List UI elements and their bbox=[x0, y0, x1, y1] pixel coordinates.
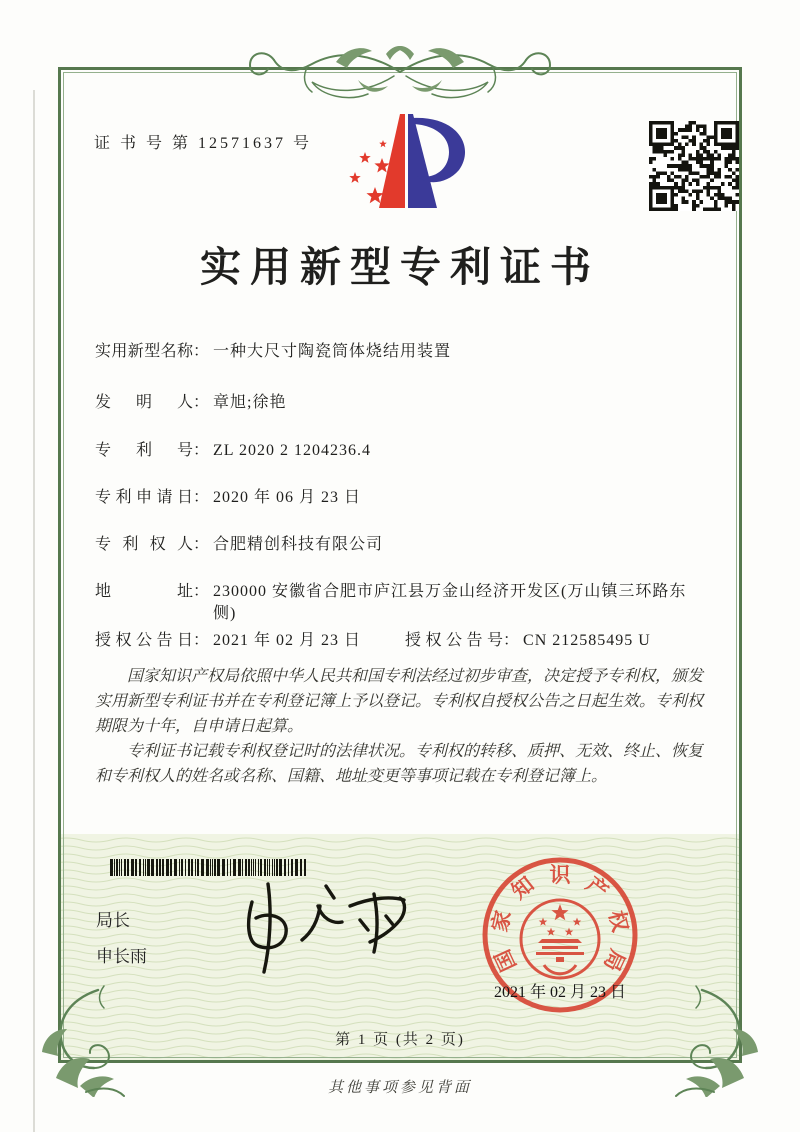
svg-text:知: 知 bbox=[507, 871, 539, 904]
certificate-title: 实用新型专利证书 bbox=[200, 244, 600, 290]
svg-text:产: 产 bbox=[581, 871, 613, 904]
top-flourish-ornament bbox=[238, 40, 562, 104]
commissioner-signature bbox=[222, 872, 412, 987]
field-pair-grant-no bbox=[405, 630, 651, 652]
field-value: 230000 安徽省合肥市庐江县万金山经济开发区(万山镇三环路东侧) bbox=[213, 583, 687, 622]
colon: ： bbox=[193, 394, 210, 411]
svg-text:家: 家 bbox=[487, 908, 516, 935]
official-seal bbox=[477, 852, 643, 1018]
field-label: 发明人 bbox=[95, 394, 193, 411]
field-row-inventors bbox=[95, 392, 735, 414]
field-row-name bbox=[95, 341, 735, 363]
field-value: CN 212585495 U bbox=[523, 632, 651, 649]
svg-text:局: 局 bbox=[599, 945, 630, 975]
field-row-patent-no bbox=[95, 440, 735, 462]
field-label: 专利申请日 bbox=[95, 489, 193, 506]
field-label: 实用新型名称 bbox=[95, 343, 193, 360]
svg-text:识: 识 bbox=[549, 863, 571, 887]
field-value: 一种大尺寸陶瓷筒体烧结用装置 bbox=[213, 343, 452, 360]
field-row-filing-date bbox=[95, 487, 735, 509]
colon: ： bbox=[193, 442, 210, 459]
field-label: 专利号 bbox=[95, 442, 193, 459]
svg-text:权: 权 bbox=[604, 908, 633, 935]
field-value: 章旭;徐艳 bbox=[213, 394, 287, 411]
qr-code bbox=[649, 121, 739, 211]
colon: ： bbox=[193, 536, 210, 553]
back-side-note: 其他事项参见背面 bbox=[327, 1080, 472, 1096]
page-number: 第 1 页 (共 2 页) bbox=[335, 1032, 465, 1048]
field-value: ZL 2020 2 1204236.4 bbox=[213, 442, 371, 459]
cnipa-logo-icon bbox=[333, 108, 478, 216]
legal-text bbox=[95, 664, 711, 789]
colon: ： bbox=[193, 632, 210, 649]
legal-paragraph-2: 专利证书记载专利权登记时的法律状况。专利权的转移、质押、无效、终止、恢复和专利权人的姓名或名称、国籍、地址变更等事项记载在专利登记簿上。 bbox=[95, 743, 704, 785]
field-label: 专利权人 bbox=[95, 536, 193, 553]
field-value: 合肥精创科技有限公司 bbox=[213, 536, 384, 553]
certificate-number: 证 书 号 第 12571637 号 bbox=[94, 135, 313, 152]
field-value: 2021 年 02 月 23 日 bbox=[213, 632, 362, 649]
seal-date: 2021 年 02 月 23 日 bbox=[493, 984, 627, 1001]
field-label: 授权公告号 bbox=[405, 632, 503, 649]
colon: ： bbox=[503, 632, 520, 649]
legal-paragraph-1: 国家知识产权局依照中华人民共和国专利法经过初步审查，决定授予专利权，颁发实用新型专利证书并在专利登记簿上予以登记。专利权自授权公告之日起生效。专利权期限为十年，自申请日起算。 bbox=[95, 668, 704, 735]
field-value: 2020 年 06 月 23 日 bbox=[213, 489, 362, 506]
colon: ： bbox=[193, 343, 210, 360]
field-label: 授权公告日 bbox=[95, 632, 193, 649]
colon: ： bbox=[193, 583, 210, 600]
national-emblem-icon bbox=[521, 900, 599, 978]
commissioner-title: 局长 bbox=[96, 911, 130, 930]
field-row-grant bbox=[95, 630, 735, 652]
field-row-address bbox=[95, 581, 735, 625]
colon: ： bbox=[193, 489, 210, 506]
field-row-patentee bbox=[95, 534, 735, 556]
field-label: 地址 bbox=[95, 583, 193, 600]
commissioner-name: 申长雨 bbox=[96, 947, 147, 966]
svg-text:国: 国 bbox=[490, 945, 521, 975]
